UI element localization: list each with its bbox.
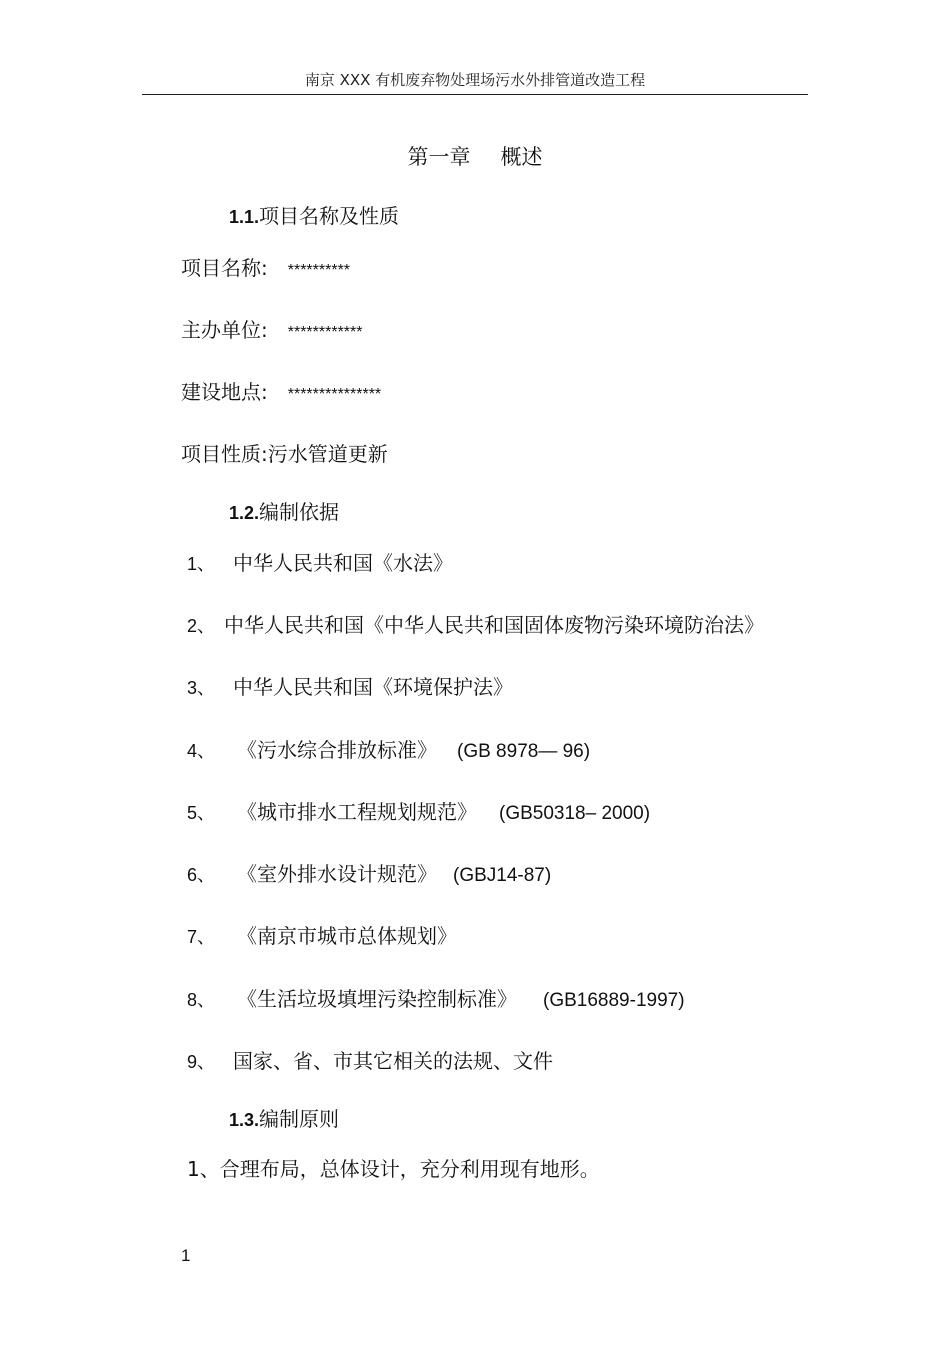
chapter-number: 第一章 bbox=[407, 145, 471, 169]
item-text: 《城市排水工程规划规范》 bbox=[237, 800, 477, 824]
project-field bbox=[181, 376, 381, 405]
item-code: (GB 8978— 96) bbox=[457, 741, 591, 762]
section-heading bbox=[229, 1103, 339, 1132]
field-label: 建设地点: bbox=[181, 380, 268, 404]
running-header: 南京 XXX 有机废弃物处理场污水外排管道改造工程 bbox=[304, 71, 646, 89]
item-index: 2、 bbox=[187, 616, 216, 636]
project-field bbox=[181, 252, 350, 281]
section-title: 编制依据 bbox=[259, 500, 340, 524]
basis-item bbox=[187, 796, 650, 825]
section-number: 1.3. bbox=[229, 1110, 260, 1130]
basis-item bbox=[187, 983, 685, 1012]
page-number: 1 bbox=[181, 1246, 191, 1265]
basis-item bbox=[187, 547, 453, 576]
item-index: 3、 bbox=[187, 678, 216, 698]
item-text: 国家、省、市其它相关的法规、文件 bbox=[233, 1049, 553, 1073]
basis-item bbox=[187, 858, 551, 887]
item-text: 中华人民共和国《水法》 bbox=[233, 551, 453, 575]
field-label: 项目性质: bbox=[181, 442, 268, 466]
project-field bbox=[181, 314, 362, 343]
item-code: (GB16889-1997) bbox=[543, 990, 685, 1011]
basis-item bbox=[187, 1045, 553, 1074]
basis-item bbox=[187, 671, 513, 700]
item-text: 中华人民共和国《中华人民共和国固体废物污染环境防治法》 bbox=[224, 613, 764, 637]
item-code: (GB50318– 2000) bbox=[499, 803, 651, 824]
item-index: 6、 bbox=[187, 865, 216, 885]
field-value: ********** bbox=[287, 262, 351, 279]
item-text: 《南京市城市总体规划》 bbox=[237, 924, 457, 948]
item-index: 4、 bbox=[187, 741, 216, 761]
item-text: 《生活垃圾填埋污染控制标准》 bbox=[237, 987, 517, 1011]
item-text: 《污水综合排放标准》 bbox=[237, 738, 437, 762]
field-value: *************** bbox=[287, 386, 382, 403]
item-index: 5、 bbox=[187, 803, 216, 823]
chapter-name: 概述 bbox=[500, 145, 543, 169]
project-field bbox=[181, 438, 388, 467]
item-text: 中华人民共和国《环境保护法》 bbox=[233, 675, 513, 699]
section-heading bbox=[229, 200, 399, 229]
basis-item bbox=[187, 609, 764, 638]
section-title: 项目名称及性质 bbox=[259, 204, 400, 228]
item-text: 《室外排水设计规范》 bbox=[237, 862, 437, 886]
basis-item bbox=[187, 920, 457, 949]
section-number: 1.2. bbox=[229, 503, 260, 523]
field-label: 主办单位: bbox=[181, 318, 268, 342]
section-heading bbox=[229, 496, 339, 525]
field-value: ************ bbox=[287, 324, 363, 341]
basis-item bbox=[187, 734, 590, 763]
item-index: 1、 bbox=[187, 554, 216, 574]
field-label: 项目名称: bbox=[181, 256, 268, 280]
item-index: 9、 bbox=[187, 1052, 216, 1072]
chapter-title bbox=[0, 141, 950, 171]
item-code: (GBJ14-87) bbox=[453, 865, 552, 886]
section-number: 1.1. bbox=[229, 207, 260, 227]
principle-item: 1、合理布局，总体设计，充分利用现有地形。 bbox=[187, 1157, 600, 1181]
item-index: 8、 bbox=[187, 990, 216, 1010]
item-index: 7、 bbox=[187, 927, 216, 947]
section-title: 编制原则 bbox=[259, 1107, 340, 1131]
field-value: 污水管道更新 bbox=[267, 442, 388, 466]
header-rule bbox=[142, 94, 808, 95]
